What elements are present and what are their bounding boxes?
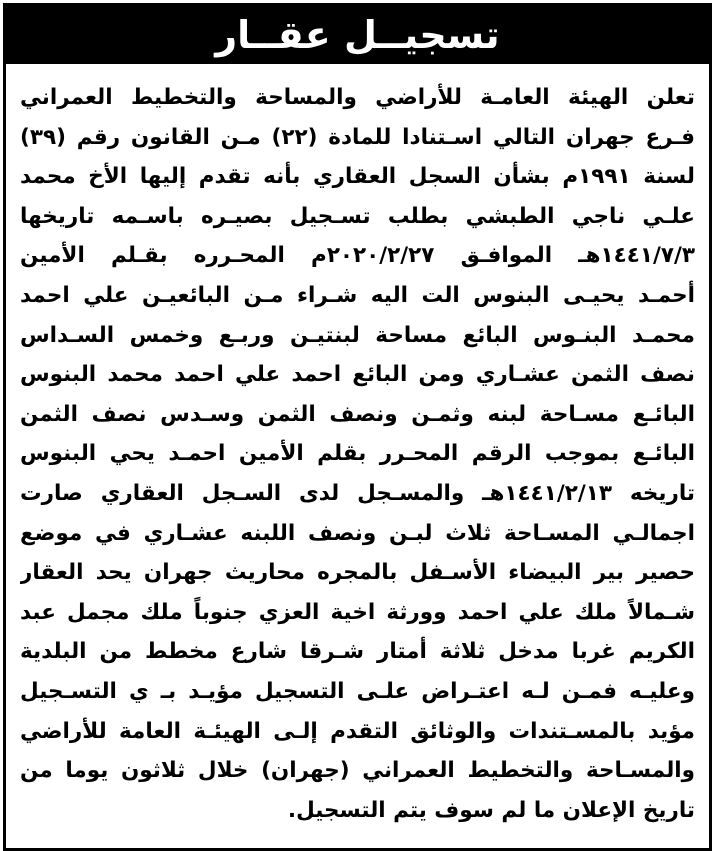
body-line: حصير بير البيضاء الأسـفل بالمجره محاريث جهران يحد العقار [20, 560, 695, 586]
body-line: وعليـه فمـن لـه اعتـراض علـى التسجيل مؤيـد بـ ي التسـجيل [20, 678, 695, 704]
body-line: تاريخ الإعلان ما لم سوف يتم التسجيل. [287, 797, 695, 823]
body-line: والمسـاحة والتخطيط العمراني (جهران) خلال ثلاثون يوما من [20, 758, 695, 784]
body-line: البائـع بموجب الرقم المحـرر بقلم الأمين احمـد يحي البنوس [20, 441, 695, 467]
body-line: الكريم غربا مدخل ثلاثة أمتار شـرقا شارع مخطط من البلدية [20, 639, 695, 665]
notice-title: تسجيــل عقــار [215, 13, 500, 57]
body-line: اجمالـي المسـاحة ثلاث لبـن ونصف اللبنه عشـاري في موضع [20, 520, 695, 546]
body-line: لسنة ١٩٩١م بشأن السجل العقاري بأنه تقدم إليها الأخ محمد [20, 164, 695, 190]
body-line: شـمالاً ملك علي احمد وورثة اخية العزي جنوباً ملك مجمل عبد [20, 599, 695, 625]
body-line: محمـد البنـوس البائع مساحة لبنتيـن وربـع وخمس السـداس [20, 322, 695, 348]
body-line: تاريخه ١٤٤١/٢/١٣هـ والمسـجل لدى السـجل العقاري صارت [20, 480, 695, 506]
body-line: أحمـد يحيـى البنوس الت اليه شـراء مـن البائعيـن علي احمد [20, 282, 695, 308]
body-line: علـي ناجي الطبشي بطلب تسـجيل بصيـره باسـمه تاريخها [20, 203, 695, 229]
body-line: البائـع مسـاحة لبنه وثمـن ونصف الثمن وسـدس نصف الثمن [20, 401, 695, 427]
body-line: ١٤٤١/٧/٣هـ الموافـق ٢٠٢٠/٢/٢٧م المحـرره بقـلم الأمين [20, 243, 695, 269]
body-line: تعلن الهيئة العامـة للأراضي والمساحة والتخطيط العمراني [20, 85, 695, 110]
notice-frame [3, 3, 712, 851]
body-line: مؤيد بالمسـتندات والوثائق التقدم إلـى الهيئـة العامة للأراضي [20, 718, 695, 744]
body-line: فـرع جهران التالي اسـتنادا للمادة (٢٢) مـن القانون رقم (٣٩) [20, 124, 695, 150]
notice-body [20, 78, 695, 830]
title-bar [6, 6, 709, 64]
body-line: نصف الثمن عشـاري ومن البائع احمد علي احمد محمد البنوس [20, 362, 695, 388]
